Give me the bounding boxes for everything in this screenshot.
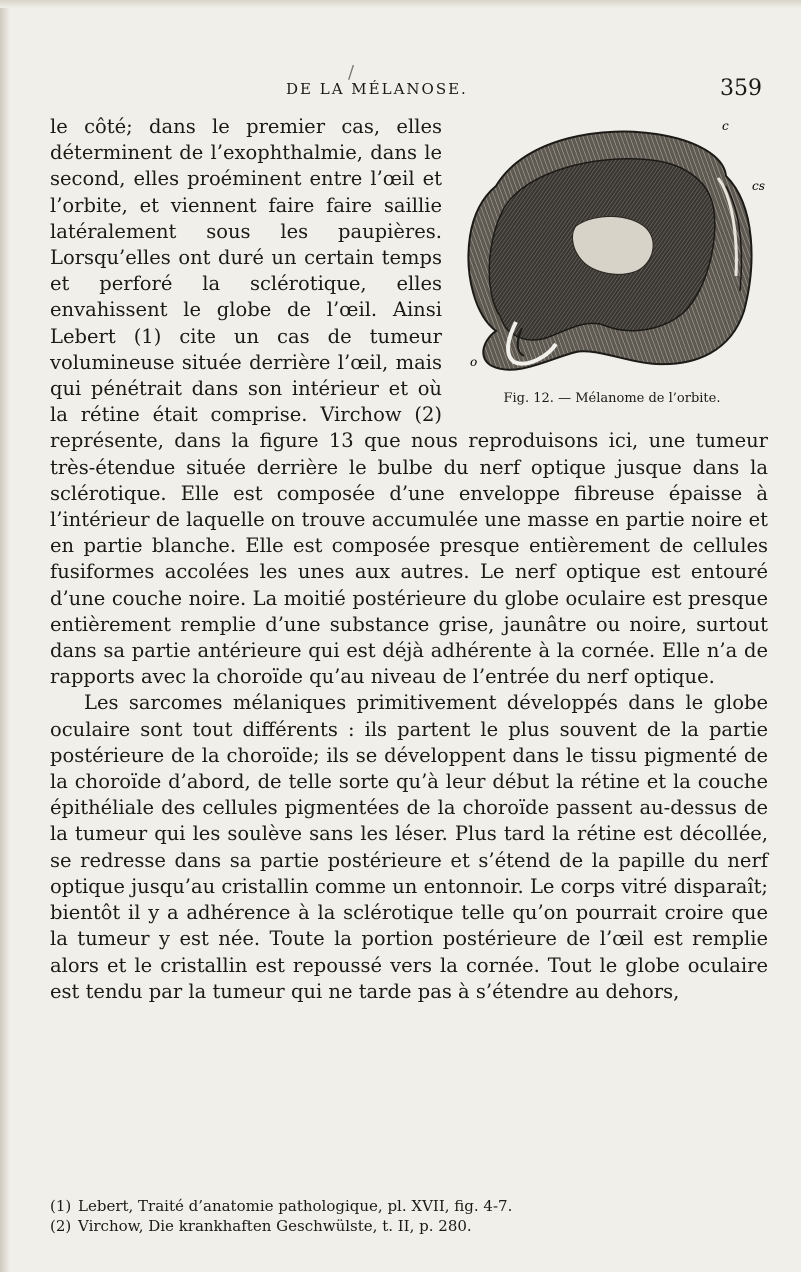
stray-mark: / [348, 62, 355, 83]
footnote-2 [50, 1216, 768, 1236]
footnote-1 [50, 1196, 768, 1216]
figure-label-c: c [722, 119, 729, 133]
running-head-title: DE LA MÉLANOSE. [286, 80, 468, 98]
body-text [50, 114, 768, 1005]
footnote-1-text: Lebert, Traité d’anatomie pathologique, pl. XVII, fig. 4-7. [78, 1197, 513, 1215]
paragraph-1: le côté; dans le premier cas, elles déterminent de l’exophthalmie, dans le second, elles proéminent entre l’œil et l’orbite, et viennent faire faire saillie latéralement sous les paupières. Lorsqu’elles ont duré un certain temps et perforé la sclérotique, elles envahissent le globe de l’œil. Ainsi Lebert (1) cite un cas de tumeur volumineuse située derrière l’œil, mais qui pénétrait dans son intérieur et où la rétine était comprise. Virchow (2) représente, dans la figure 13 que nous reproduisons ici, une tumeur très-étendue située derrière le bulbe du nerf optique jusque dans la sclérotique. Elle est composée d’une enveloppe fibreuse épaisse à l’intérieur de laquelle on trouve accumulée une masse en partie noire et en partie blanche. Elle est composée presque entièrement de cellules fusiformes accolées les unes aux autres. Le nerf optique est entouré d’une couche noire. La moitié postérieure du globe oculaire est presque entièrement remplie d’une substance grise, jaunâtre ou noire, surtout dans sa partie antérieure qui est déjà adhérente à la cornée. Elle n’a de rapports avec la choroïde qu’au niveau de l’entrée du nerf optique. [50, 115, 768, 689]
page-edge-shadow [0, 0, 10, 1272]
page-number: 359 [720, 76, 762, 101]
footnote-2-number: (2) [50, 1217, 72, 1235]
footnotes [50, 1196, 768, 1236]
figure-label-cs: cs [752, 179, 765, 193]
figure-melanome [456, 116, 768, 408]
running-head [56, 76, 768, 106]
melanoma-illustration [456, 116, 768, 388]
figure-caption: Fig. 12. — Mélanome de l’orbite. [503, 391, 721, 406]
page-top-shadow [0, 0, 801, 8]
footnote-2-text: Virchow, Die krankhaften Geschwülste, t. II, p. 280. [78, 1217, 472, 1235]
figure-label-o: o [470, 355, 478, 369]
paragraph-2: Les sarcomes mélaniques primitivement développés dans le globe oculaire sont tout différents : ils partent le plus souvent de la partie postérieure de la choroïde; ils se développent dans le tissu pigmenté de la choroïde d’abord, de telle sorte qu’à leur début la rétine et la couche épithéliale des cellules pigmentées de la choroïde passent au-dessus de la tumeur qui les soulève sans les léser. Plus tard la rétine est décollée, se redresse dans sa partie postérieure et s’étend de la papille du nerf optique jusqu’au cristallin comme un entonnoir. Le corps vitré disparaît; bientôt il y a adhérence à la sclérotique telle qu’on pourrait croire que la tumeur y est née. Toute la portion postérieure de l’œil est remplie alors et le cristallin est repoussé vers la cornée. Tout le globe oculaire est tendu par la tumeur qui ne tarde pas à s’étendre au dehors, [50, 691, 768, 1003]
footnote-1-number: (1) [50, 1197, 72, 1215]
